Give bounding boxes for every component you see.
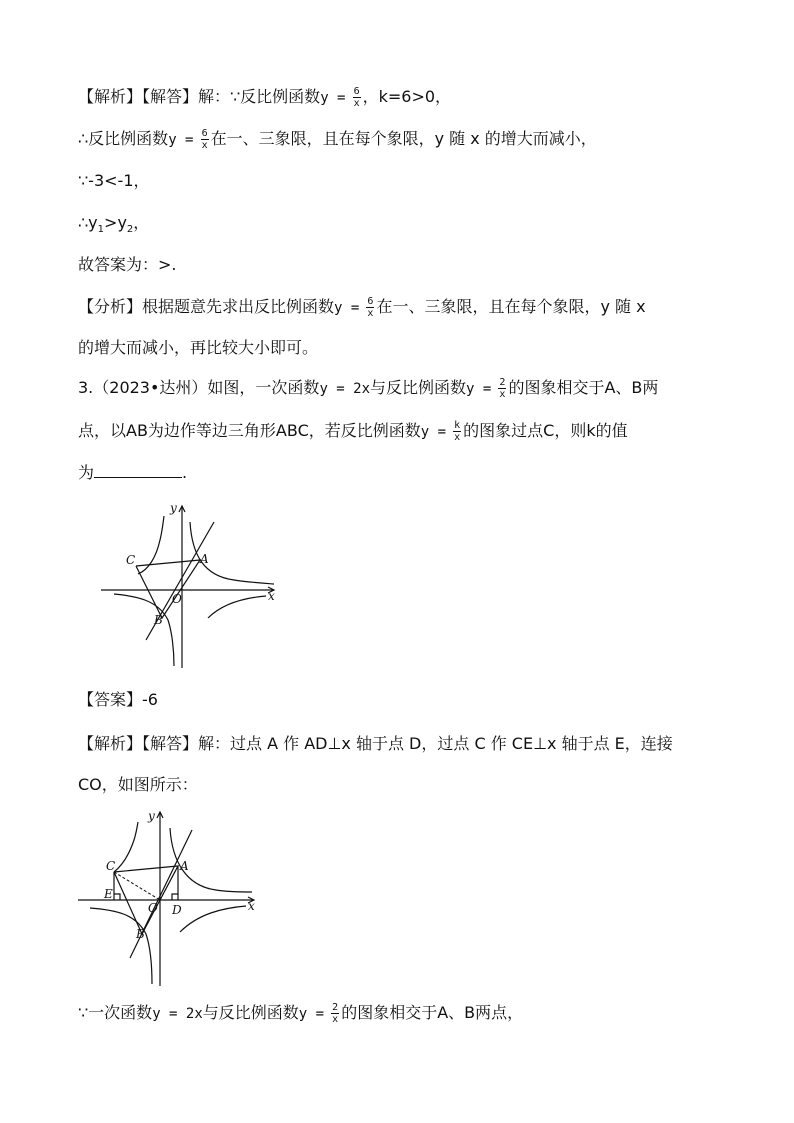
label-O: O: [172, 592, 182, 606]
hyperbola-branch-q2: [114, 822, 138, 872]
line-14: ∵一次函数y = 2x与反比例函数y = $\frac{2}{x}$ 的图象相交于A、B两点，: [78, 1002, 524, 1025]
line-10: 为 .: [78, 463, 188, 482]
line-6: 【分析】根据题意先求出反比例函数y = $\frac{6}{x}$ 在一、三象限，且在每个象限，y 随 x: [78, 296, 646, 319]
label-C: C: [126, 553, 136, 567]
label-y: y: [170, 501, 177, 515]
label-C: C: [106, 859, 116, 873]
label-A: A: [200, 552, 209, 566]
answer-blank: [94, 461, 182, 478]
fraction: $\frac{6}{x}$: [367, 296, 374, 319]
line-1: 【解析】【解答】解：∵反比例函数y = $\frac{6}{x}$ ，k=6>0，: [78, 86, 452, 109]
line-11: 【答案】-6: [78, 690, 158, 709]
line-7: 的增大而减小，再比较大小即可。: [78, 338, 319, 357]
right-angle-e: [114, 894, 120, 900]
line-1-text: 【解析】【解答】解：∵反比例函数: [78, 87, 321, 106]
fraction: $\frac{2}{x}$: [332, 1002, 339, 1025]
label-O: O: [148, 901, 158, 915]
hyperbola-branch-q4: [208, 596, 266, 618]
line-4: $\therefore y_1>y_2$，: [78, 213, 150, 236]
label-B: B: [154, 613, 163, 627]
figure-2: [76, 806, 260, 990]
formula-y: y =: [320, 90, 346, 106]
line-12: 【解析】【解答】解：过点 A 作 AD⊥x 轴于点 D，过点 C 作 CE⊥x 轴于点 E，连接: [78, 734, 673, 753]
line-8: 3.（2023•达州）如图，一次函数y = 2x与反比例函数y = $\frac{2}{x}$ 的图象相交于A、B两: [78, 377, 659, 400]
hyperbola-branch-q4: [180, 906, 246, 932]
hyperbola-branch-q3: [90, 908, 152, 984]
line-13: CO，如图所示：: [78, 775, 198, 794]
hyperbola-branch-q3: [114, 594, 174, 666]
label-E: E: [104, 887, 113, 901]
figure-1: [96, 500, 286, 672]
fraction: $\frac{k}{x}$: [454, 420, 461, 443]
fraction: $\frac{2}{x}$: [499, 377, 506, 400]
label-A: A: [180, 859, 189, 873]
label-D: D: [172, 903, 182, 917]
right-angle-d: [172, 894, 178, 900]
label-B: B: [136, 927, 145, 941]
line-5: 故答案为：>.: [78, 255, 177, 274]
line-2: ∴反比例函数y = $\frac{6}{x}$ 在一、三象限，且在每个象限，y 随 x 的增大而减小，: [78, 128, 597, 151]
label-y: y: [148, 809, 155, 823]
fraction: $\frac{6}{x}$: [353, 86, 360, 109]
line-3: ∵-3<-1，: [78, 171, 150, 190]
fraction: $\frac{6}{x}$: [201, 128, 208, 151]
label-x: x: [248, 899, 255, 913]
line-9: 点，以AB为边作等边三角形ABC，若反比例函数y = $\frac{k}{x}$ 的图象过点C，则k的值: [78, 420, 628, 443]
label-x: x: [268, 589, 275, 603]
